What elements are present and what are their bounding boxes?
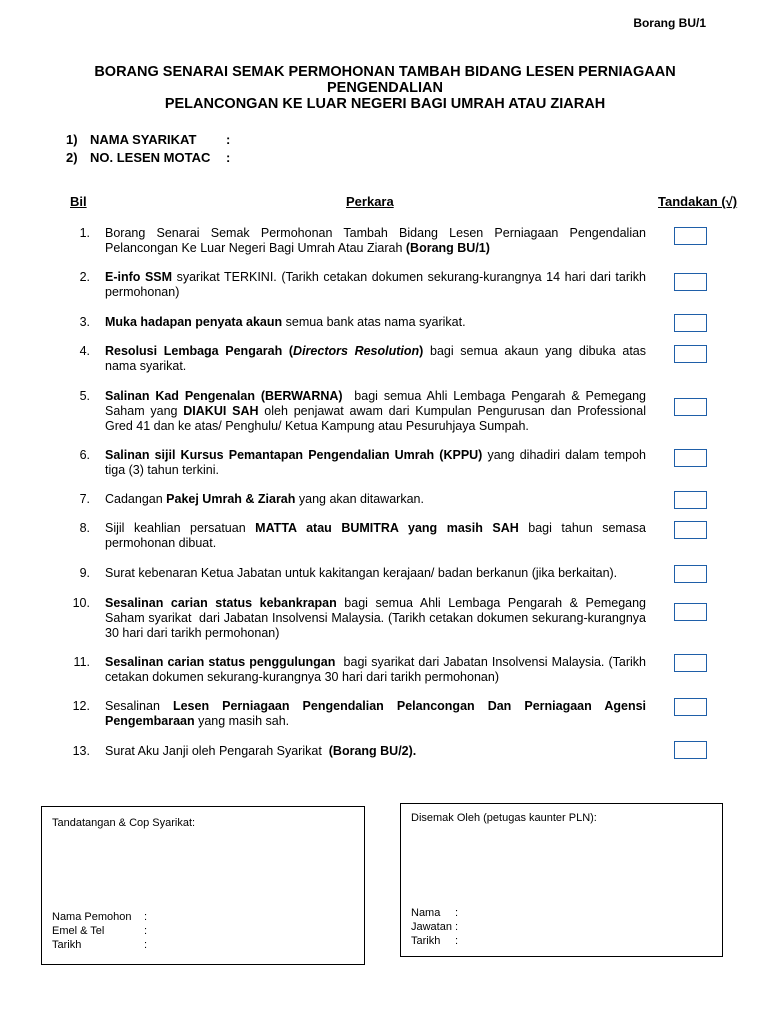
item-text-bold: E-info SSM xyxy=(105,270,173,284)
field-label: Nama xyxy=(411,907,441,919)
tick-checkbox[interactable] xyxy=(674,491,707,509)
item-text xyxy=(105,448,650,478)
field-separator: : xyxy=(455,921,459,933)
item-text-segment: Borang Senarai Semak Permohonan Tambah Bidang Lesen Perniagaan Pengendalian Pelancongan Ke Luar Negeri Bagi Umrah Atau Ziarah xyxy=(105,226,650,255)
field-label: Emel & Tel xyxy=(52,925,105,937)
item-text-segment: Sijil keahlian persatuan xyxy=(105,521,256,535)
item-text-segment: bagi syarikat dari Jabatan Insolvensi Malaysia. (Tarikh cetakan dokumen sekurang-kurangnya 30 hari dari tarikh permohonan) xyxy=(105,655,650,684)
item-text-bold: Directors Resolution xyxy=(293,344,420,358)
tick-checkbox[interactable] xyxy=(674,345,707,363)
item-text-bold: Pakej Umrah & Ziarah xyxy=(166,492,296,506)
reviewer-field xyxy=(411,920,458,934)
item-text-bold: ) xyxy=(419,344,424,358)
item-text-segment: bagi semua Ahli Lembaga Pengarah & Pemegang Saham syarikat dari Jabatan Insolvensi Malaysia. (Tarikh cetakan dokumen sekurang-kurangnya 30 hari dari tarikh permohonan) xyxy=(105,596,650,640)
item-text xyxy=(105,492,646,507)
field-label: Tarikh xyxy=(411,935,441,947)
company-name-row xyxy=(66,132,230,147)
field-label: Jawatan xyxy=(411,921,452,933)
item-number: 9. xyxy=(79,566,90,580)
reviewer-heading: Disemak Oleh (petugas kaunter PLN): xyxy=(411,812,597,824)
reviewer-box xyxy=(400,803,723,957)
reviewer-field xyxy=(411,934,458,948)
item-number: 1. xyxy=(79,226,90,240)
reviewer-fields xyxy=(411,906,458,948)
item-text-bold: Salinan Kad Pengenalan (BERWARNA) xyxy=(105,389,343,403)
item-text xyxy=(105,744,646,759)
item-text-bold: Muka hadapan penyata akaun xyxy=(105,315,283,329)
item-text-segment: Sesalinan xyxy=(105,699,173,713)
item-text-segment: bagi semua Ahli Lembaga Pengarah & Pemegang Saham yang xyxy=(105,389,650,418)
applicant-field xyxy=(52,910,147,924)
item-text xyxy=(105,344,650,374)
item-text-segment: Cadangan xyxy=(105,492,167,506)
applicant-signature-heading: Tandatangan & Cop Syarikat: xyxy=(52,817,196,829)
item-text-bold: DIAKUI SAH xyxy=(183,404,259,418)
field-separator: : xyxy=(144,911,148,923)
form-code: Borang BU/1 xyxy=(633,16,706,30)
form-title xyxy=(40,64,730,112)
tick-checkbox[interactable] xyxy=(674,521,707,539)
tick-checkbox[interactable] xyxy=(674,603,707,621)
item-text-segment: oleh penjawat awam dari Kumpulan Pengurusan dan Professional Gred 41 dan ke atas/ Penghulu/ Ketua Kampung atau Pesuruhjaya Sumpah. xyxy=(105,404,650,433)
item-text-segment: yang masih sah. xyxy=(194,714,290,728)
tick-checkbox[interactable] xyxy=(674,398,707,416)
item-number: 8. xyxy=(79,521,90,535)
item-number: 12. xyxy=(72,699,90,713)
applicant-field xyxy=(52,938,147,952)
item-text xyxy=(105,315,646,330)
tick-checkbox[interactable] xyxy=(674,565,707,583)
item-number: 4. xyxy=(79,344,90,358)
item-text xyxy=(105,596,650,641)
item-text xyxy=(105,655,650,685)
tick-checkbox[interactable] xyxy=(674,741,707,759)
item-text-bold: Resolusi Lembaga Pengarah ( xyxy=(105,344,294,358)
item-number: 11. xyxy=(73,655,90,669)
item-text-bold: MATTA atau BUMITRA yang masih SAH xyxy=(255,521,519,535)
item-text xyxy=(105,566,646,581)
item-text-segment: bagi semua akaun yang dibuka atas nama syarikat. xyxy=(105,344,650,373)
tick-checkbox[interactable] xyxy=(674,698,707,716)
field-separator: : xyxy=(455,907,459,919)
applicant-field xyxy=(52,924,147,938)
motac-license-row xyxy=(66,150,230,165)
item-text-segment: bagi tahun semasa permohonan dibuat. xyxy=(105,521,650,550)
item-text-segment: Surat Aku Janji oleh Pengarah Syarikat xyxy=(105,744,329,758)
item-text-bold: (Borang BU/2). xyxy=(328,744,417,758)
item-text-bold: Sesalinan carian status penggulungan xyxy=(105,655,336,669)
item-text-bold: (Borang BU/1) xyxy=(405,241,490,255)
applicant-signature-box xyxy=(41,806,365,965)
tick-checkbox[interactable] xyxy=(674,654,707,672)
item-text-segment: yang akan ditawarkan. xyxy=(295,492,424,506)
item-text-segment: yang dihadiri dalam tempoh tiga (3) tahun terkini. xyxy=(105,448,650,477)
item-text-segment: syarikat TERKINI. (Tarikh cetakan dokumen sekurang-kurangnya 14 hari dari tarikh permohonan) xyxy=(105,270,650,299)
item-text-bold: Salinan sijil Kursus Pemantapan Pengendalian Umrah (KPPU) xyxy=(105,448,483,462)
field-label: Tarikh xyxy=(52,939,82,951)
item-text-segment: semua bank atas nama syarikat. xyxy=(282,315,466,329)
item-text-bold: Lesen Perniagaan Pengendalian Pelancongan Dan Perniagaan Agensi Pengembaraan xyxy=(105,699,650,728)
item-text xyxy=(105,389,650,434)
tick-checkbox[interactable] xyxy=(674,449,707,467)
field-label: Nama Pemohon xyxy=(52,911,132,923)
title-line-2: PELANCONGAN KE LUAR NEGERI BAGI UMRAH ATAU ZIARAH xyxy=(164,96,606,112)
item-number: 10. xyxy=(72,596,90,610)
tick-checkbox[interactable] xyxy=(674,314,707,332)
applicant-fields xyxy=(52,910,147,952)
tick-checkbox[interactable] xyxy=(674,273,707,291)
item-text-segment: Surat kebenaran Ketua Jabatan untuk kakitangan kerajaan/ badan berkanun (jika berkaitan). xyxy=(105,566,618,580)
item-number: 5. xyxy=(79,389,90,403)
field-separator: : xyxy=(144,939,148,951)
tick-checkbox[interactable] xyxy=(674,227,707,245)
reviewer-field xyxy=(411,906,458,920)
item-text xyxy=(105,699,650,729)
info-number: 1) xyxy=(66,132,78,147)
header-perkara: Perkara xyxy=(346,194,394,209)
info-separator: : xyxy=(226,132,231,147)
item-number: 6. xyxy=(79,448,90,462)
item-number: 7. xyxy=(79,492,90,506)
item-number: 3. xyxy=(79,315,90,329)
company-name-label: NAMA SYARIKAT xyxy=(90,132,197,147)
header-tandakan: Tandakan (√) xyxy=(658,194,738,209)
item-text xyxy=(105,226,650,256)
header-bil: Bil xyxy=(70,194,87,209)
info-number: 2) xyxy=(66,150,78,165)
motac-license-label: NO. LESEN MOTAC xyxy=(90,150,211,165)
info-separator: : xyxy=(226,150,231,165)
field-separator: : xyxy=(144,925,148,937)
field-separator: : xyxy=(455,935,459,947)
title-line-1: BORANG SENARAI SEMAK PERMOHONAN TAMBAH BIDANG LESEN PERNIAGAAN PENGENDALIAN xyxy=(94,64,676,96)
item-number: 13. xyxy=(72,744,90,758)
item-text xyxy=(105,521,650,551)
item-text-bold: Sesalinan carian status kebankrapan xyxy=(105,596,337,610)
item-text xyxy=(105,270,650,300)
item-number: 2. xyxy=(79,270,90,284)
